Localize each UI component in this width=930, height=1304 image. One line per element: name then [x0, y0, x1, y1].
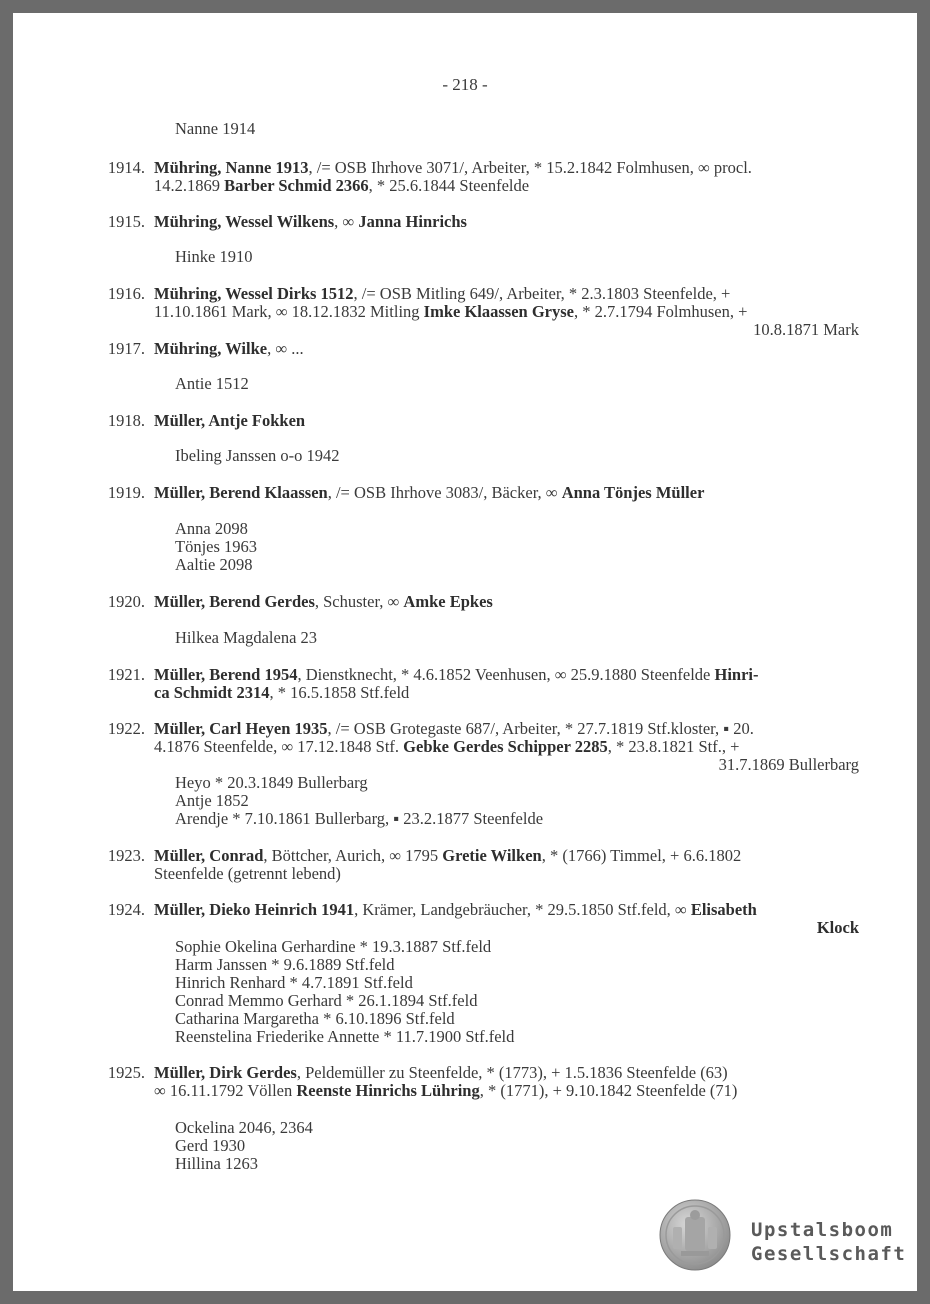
bold-name: Müller, Berend Gerdes: [154, 592, 315, 611]
bold-name: Elisabeth: [690, 900, 757, 919]
entry-number: 1921.: [107, 665, 145, 684]
child-entry: Gerd 1930: [175, 1136, 246, 1155]
entry-line: [154, 412, 859, 430]
child-entry: Sophie Okelina Gerhardine * 19.3.1887 Stf.feld: [175, 937, 492, 956]
child-entry: Ockelina 2046, 2364: [175, 1118, 313, 1137]
entry-line: [154, 285, 859, 303]
entry-text: , ∞ ...: [267, 339, 304, 358]
bold-name: Gretie Wilken: [442, 846, 542, 865]
child-entry: Arendje * 7.10.1861 Bullerbarg, ▪ 23.2.1877 Steenfelde: [175, 809, 544, 828]
entry-line: [154, 484, 859, 502]
child-entry: Conrad Memmo Gerhard * 26.1.1894 Stf.feld: [175, 991, 478, 1010]
bold-name: Gebke Gerdes Schipper 2285: [403, 737, 608, 756]
page-number: - 218 -: [442, 75, 488, 94]
entry-line: [154, 666, 859, 684]
bold-name: Müller, Dieko Heinrich 1941: [154, 900, 355, 919]
bold-name: Mühring, Wessel Dirks 1512: [154, 284, 354, 303]
entry-line: [154, 901, 859, 919]
bold-name: Barber Schmid 2366: [224, 176, 369, 195]
entry-line: [154, 177, 859, 195]
entry-line: [154, 593, 859, 611]
entry-number: 1915.: [107, 212, 145, 231]
seal-icon: [659, 1199, 731, 1271]
bold-name: Müller, Berend 1954: [154, 665, 298, 684]
entry-text: , Schuster, ∞: [314, 592, 404, 611]
child-entry: Hillina 1263: [175, 1154, 258, 1173]
bold-name: Amke Epkes: [403, 592, 493, 611]
document-page: [13, 13, 917, 1291]
entry-text: , Peldemüller zu Steenfelde, * (1773), + 1.5.1836 Steenfelde (63): [296, 1063, 728, 1082]
entry-number: 1918.: [107, 411, 145, 430]
child-entry: Nanne 1914: [175, 119, 256, 138]
child-entry: Antie 1512: [175, 374, 249, 393]
child-entry: Ibeling Janssen o-o 1942: [175, 446, 340, 465]
entry-line: [154, 684, 859, 702]
entry-text: , * (1771), + 9.10.1842 Steenfelde (71): [479, 1081, 738, 1100]
entry-number: 1924.: [107, 900, 145, 919]
entry-text: 14.2.1869: [154, 176, 225, 195]
bold-name: Mühring, Wessel Wilkens: [154, 212, 335, 231]
entry-text: , * (1766) Timmel, + 6.6.1802: [541, 846, 742, 865]
entry-text: , /= OSB Ihrhove 3083/, Bäcker, ∞: [327, 483, 562, 502]
entry-line: [154, 1082, 859, 1100]
entry-text: , /= OSB Ihrhove 3071/, Arbeiter, * 15.2.1842 Folmhusen, ∞ procl.: [308, 158, 752, 177]
entry-text: 11.10.1861 Mark, ∞ 18.12.1832 Mitling: [154, 302, 424, 321]
entry-line: [154, 738, 859, 756]
entry-line: [154, 303, 859, 321]
child-entry: Catharina Margaretha * 6.10.1896 Stf.feld: [175, 1009, 455, 1028]
bold-name: Müller, Antje Fokken: [154, 411, 306, 430]
bold-name: Imke Klaassen Gryse: [423, 302, 574, 321]
entry-number: 1923.: [107, 846, 145, 865]
entry-line: [154, 340, 859, 358]
entry-line: [154, 213, 859, 231]
bold-name: Müller, Carl Heyen 1935: [154, 719, 328, 738]
logo-line-1: Upstalsboom: [751, 1219, 894, 1241]
entry-number: 1920.: [107, 592, 145, 611]
entry-text: 4.1876 Steenfelde, ∞ 17.12.1848 Stf.: [154, 737, 404, 756]
child-entry: Heyo * 20.3.1849 Bullerbarg: [175, 773, 368, 792]
child-entry: Harm Janssen * 9.6.1889 Stf.feld: [175, 955, 395, 974]
bold-name: Janna Hinrichs: [358, 212, 467, 231]
entry-text: Steenfelde (getrennt lebend): [154, 864, 341, 883]
child-entry: Antje 1852: [175, 791, 249, 810]
bold-name: Hinri-: [714, 665, 759, 684]
entry-number: 1922.: [107, 719, 145, 738]
entry-text: , Krämer, Landgebräucher, * 29.5.1850 Stf.feld, ∞: [354, 900, 691, 919]
entry-number: 1917.: [107, 339, 145, 358]
entry-line: 10.8.1871 Mark: [753, 320, 859, 339]
entry-line: [154, 720, 859, 738]
bold-name: Müller, Dirk Gerdes: [154, 1063, 297, 1082]
entry-line: 31.7.1869 Bullerbarg: [718, 755, 859, 774]
entry-number: 1916.: [107, 284, 145, 303]
entry-text: , /= OSB Mitling 649/, Arbeiter, * 2.3.1803 Steenfelde, +: [353, 284, 731, 303]
entry-text: , * 23.8.1821 Stf., +: [607, 737, 740, 756]
entry-line: [154, 1064, 859, 1082]
entry-text: , Dienstknecht, * 4.6.1852 Veenhusen, ∞ 25.9.1880 Steenfelde: [297, 665, 715, 684]
entry-text: , * 16.5.1858 Stf.feld: [269, 683, 410, 702]
entry-text: , Böttcher, Aurich, ∞ 1795: [263, 846, 443, 865]
entry-text: , * 25.6.1844 Steenfelde: [368, 176, 530, 195]
child-entry: Aaltie 2098: [175, 555, 253, 574]
bold-name: Anna Tönjes Müller: [561, 483, 705, 502]
bold-name: Müller, Berend Klaassen: [154, 483, 328, 502]
entry-text: ∞ 16.11.1792 Völlen: [154, 1081, 297, 1100]
bold-name: Müller, Conrad: [154, 846, 264, 865]
entry-line: [154, 865, 859, 883]
child-entry: Tönjes 1963: [175, 537, 258, 556]
child-entry: Reenstelina Friederike Annette * 11.7.1900 Stf.feld: [175, 1027, 515, 1046]
entry-text: , ∞: [334, 212, 359, 231]
entry-number: 1925.: [107, 1063, 145, 1082]
bold-name: Mühring, Nanne 1913: [154, 158, 309, 177]
entry-number: 1914.: [107, 158, 145, 177]
entry-line: [154, 159, 859, 177]
bold-name: Mühring, Wilke: [154, 339, 268, 358]
entry-text: , * 2.7.1794 Folmhusen, +: [574, 302, 748, 321]
entry-text: , /= OSB Grotegaste 687/, Arbeiter, * 27.7.1819 Stf.kloster, ▪ 20.: [327, 719, 754, 738]
entry-line: Klock: [816, 918, 859, 937]
entry-number: 1919.: [107, 483, 145, 502]
child-entry: Anna 2098: [175, 519, 248, 538]
bold-name: ca Schmidt 2314: [154, 683, 270, 702]
logo-line-2: Gesellschaft: [751, 1243, 907, 1265]
entry-line: [154, 847, 859, 865]
child-entry: Hinke 1910: [175, 247, 253, 266]
child-entry: Hilkea Magdalena 23: [175, 628, 318, 647]
child-entry: Hinrich Renhard * 4.7.1891 Stf.feld: [175, 973, 413, 992]
bold-name: Reenste Hinrichs Lühring: [296, 1081, 480, 1100]
